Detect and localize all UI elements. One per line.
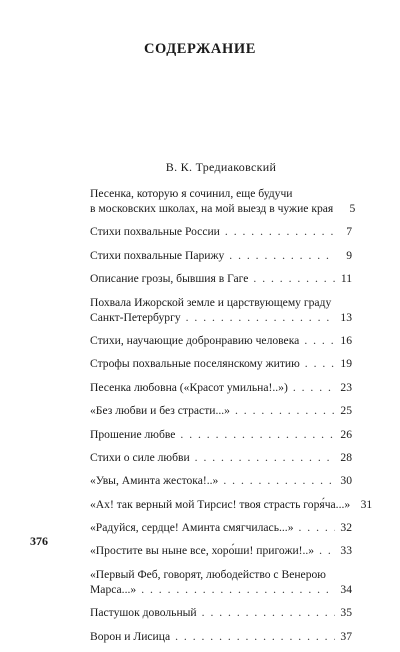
toc-entry bbox=[90, 450, 352, 465]
table-of-contents bbox=[90, 186, 373, 652]
toc-entry-page: 19 bbox=[340, 357, 352, 371]
toc-entry-title-line: Песенка, которую я сочинил, еще будучи bbox=[90, 187, 293, 200]
dot-leader bbox=[141, 582, 335, 597]
toc-entry-page: 25 bbox=[340, 404, 352, 418]
toc-entry-page: 37 bbox=[340, 629, 352, 643]
toc-entry-page: 30 bbox=[340, 474, 352, 488]
toc-entry-title: «Простите вы ныне все, хоро́ши! пригожи!..» bbox=[90, 544, 315, 558]
toc-entry-title: «Ах! так верный мой Тирсис! твоя страсть горя́ча...» bbox=[90, 497, 351, 511]
toc-entry-row bbox=[90, 201, 356, 216]
toc-entry-row bbox=[90, 403, 352, 418]
toc-entry bbox=[90, 520, 352, 535]
toc-entry bbox=[90, 271, 352, 286]
toc-entry bbox=[90, 186, 356, 216]
toc-entry-page: 28 bbox=[340, 450, 352, 464]
dot-leader bbox=[235, 403, 335, 418]
toc-entry-row bbox=[90, 248, 352, 263]
toc-entry bbox=[90, 427, 352, 442]
toc-entry-page: 35 bbox=[340, 606, 352, 620]
toc-entry bbox=[90, 356, 352, 371]
toc-entry-title: «Без любви и без страсти...» bbox=[90, 404, 230, 418]
toc-entry-page: 26 bbox=[340, 427, 352, 441]
toc-entry-title-line: Похвала Ижорской земле и царствующему граду bbox=[90, 295, 332, 309]
toc-entry-row bbox=[90, 629, 352, 644]
toc-entry-row bbox=[90, 497, 373, 512]
toc-entry-title: в московских школах, на мой выезд в чужие края bbox=[90, 202, 334, 215]
toc-entry-row bbox=[90, 520, 352, 535]
toc-entry-row bbox=[90, 271, 352, 286]
section-author-heading: В. К. Тредиаковский bbox=[165, 160, 277, 174]
toc-entry-page: 32 bbox=[340, 521, 352, 535]
dot-leader bbox=[186, 310, 335, 325]
dot-leader bbox=[299, 520, 336, 535]
dot-leader bbox=[305, 356, 335, 371]
toc-entry-page: 23 bbox=[340, 380, 352, 394]
toc-entry-title: Строфы похвальные поселянскому житию bbox=[90, 357, 300, 371]
toc-entry-row bbox=[90, 310, 352, 325]
toc-entry-row bbox=[90, 605, 352, 620]
dot-leader bbox=[223, 473, 335, 488]
toc-entry-row bbox=[90, 582, 352, 597]
toc-entry-title: «Радуйся, сердце! Аминта смягчилась...» bbox=[90, 521, 294, 535]
toc-entry-title: Песенка любовна («Красот умильна!..») bbox=[90, 380, 288, 394]
page-title: СОДЕРЖАНИЕ bbox=[143, 41, 257, 57]
toc-entry bbox=[90, 333, 352, 348]
toc-entry-page: 9 bbox=[346, 248, 352, 262]
dot-leader bbox=[225, 224, 335, 239]
toc-entry-page: 13 bbox=[340, 310, 352, 324]
toc-entry-page: 7 bbox=[346, 225, 352, 239]
toc-entry-title: Пастушок довольный bbox=[90, 606, 197, 620]
toc-entry-page: 16 bbox=[340, 333, 352, 347]
toc-entry-page: 11 bbox=[340, 272, 352, 286]
dot-leader bbox=[229, 248, 335, 263]
toc-entry-row bbox=[90, 450, 352, 465]
toc-entry bbox=[90, 473, 352, 488]
dot-leader bbox=[202, 605, 335, 620]
dot-leader bbox=[319, 543, 335, 558]
toc-entry bbox=[90, 248, 352, 263]
toc-entry-title: Марса...» bbox=[90, 582, 137, 596]
toc-entry-title: Санкт-Петербургу bbox=[90, 310, 181, 324]
dot-leader bbox=[180, 427, 335, 442]
toc-entry bbox=[90, 295, 352, 325]
dot-leader bbox=[293, 380, 335, 395]
toc-entry bbox=[90, 380, 352, 395]
toc-entry bbox=[90, 224, 352, 239]
toc-entry-row bbox=[90, 380, 352, 395]
dot-leader bbox=[304, 333, 335, 348]
toc-entry bbox=[90, 497, 373, 512]
toc-entry-title: Стихи, научающие добронравию человека bbox=[90, 333, 300, 347]
toc-entry-title: Описание грозы, бывшия в Гаге bbox=[90, 272, 249, 286]
toc-entry-row bbox=[90, 427, 352, 442]
toc-entry-row bbox=[90, 473, 352, 488]
toc-entry bbox=[90, 605, 352, 620]
toc-entry-title: «Увы, Аминта жестока!..» bbox=[90, 474, 219, 488]
toc-entry bbox=[90, 629, 352, 644]
toc-entry-title-line: «Первый Феб, говорят, любодейство с Венерою bbox=[90, 567, 326, 581]
toc-entry bbox=[90, 543, 352, 558]
toc-entry-title: Ворон и Лисица bbox=[90, 629, 171, 643]
toc-entry bbox=[90, 567, 352, 597]
toc-entry-row bbox=[90, 224, 352, 239]
toc-entry-page: 5 bbox=[349, 202, 356, 215]
toc-entry-title: Прошение любве bbox=[90, 427, 176, 441]
toc-entry-row bbox=[90, 333, 352, 348]
toc-entry bbox=[90, 403, 352, 418]
toc-entry-row bbox=[90, 356, 352, 371]
dot-leader bbox=[253, 271, 335, 286]
toc-entry-row bbox=[90, 543, 352, 558]
toc-entry-title: Стихи о силе любви bbox=[90, 450, 190, 464]
toc-entry-page: 33 bbox=[340, 544, 352, 558]
toc-entry-title: Стихи похвальные Парижу bbox=[90, 248, 225, 262]
page-number: 376 bbox=[30, 534, 48, 548]
dot-leader bbox=[175, 629, 335, 644]
toc-entry-page: 34 bbox=[340, 582, 352, 596]
dot-leader bbox=[195, 450, 335, 465]
toc-entry-title: Стихи похвальные России bbox=[90, 225, 220, 239]
toc-entry-page: 31 bbox=[360, 497, 373, 511]
